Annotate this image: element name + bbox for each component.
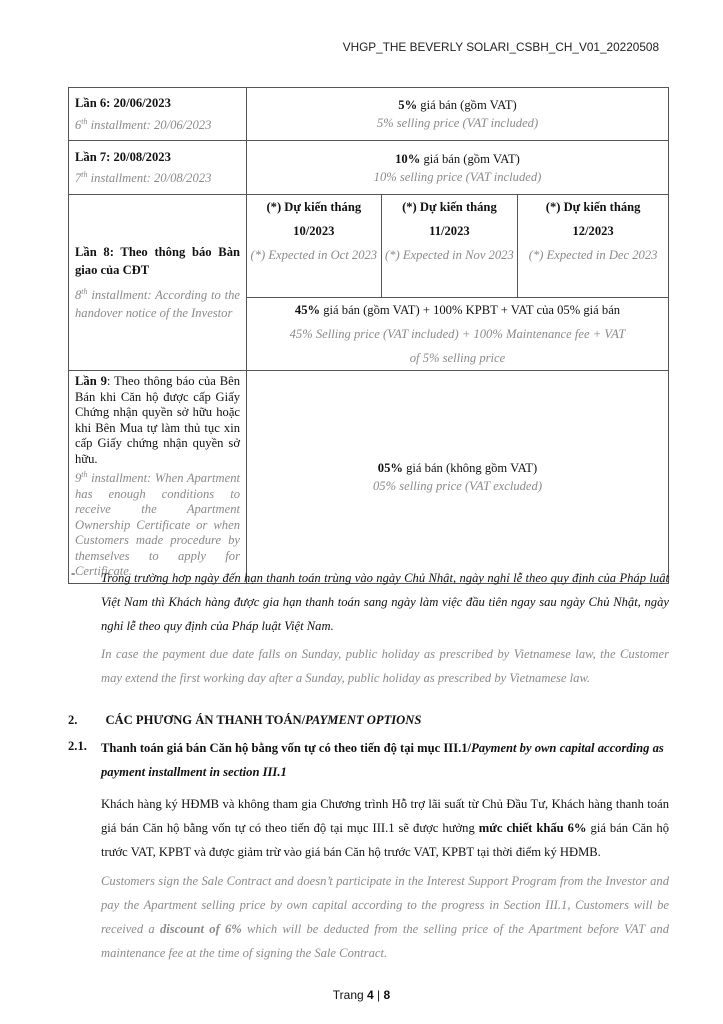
installment-vi: Lần 6: 20/06/2023 xyxy=(75,96,171,111)
payment-note xyxy=(101,566,669,690)
installment-cell: Lần 7: 20/08/2023 7th installment: 20/08/2023 xyxy=(69,141,247,195)
month-cell-oct: (*) Dự kiến tháng 10/2023 (*) Expected in Oct 2023 xyxy=(247,195,382,298)
amount-cell: 05% giá bán (không gồm VAT) 05% selling price (VAT excluded) xyxy=(247,371,669,584)
note-en: In case the payment due date falls on Sunday, public holiday as prescribed by Vietnamese law, the Customer may extend the first working day after a Sunday, public holiday as prescribed by Vietnamese law. xyxy=(101,647,669,685)
note-vi: Trong trường hợp ngày đến hạn thanh toán trùng vào ngày Chủ Nhật, ngày nghỉ lễ theo quy định của Pháp luật Việt Nam thì Khách hàng được gia hạn thanh toán sang ngày làm việc đầu tiên ngay sau ngày Chủ Nhật, ngày nghỉ lễ theo quy định của Pháp luật Việt Nam. xyxy=(101,571,669,633)
table-row xyxy=(69,141,669,195)
month-cell-dec: (*) Dự kiến tháng 12/2023 (*) Expected in Dec 2023 xyxy=(518,195,669,298)
payment-schedule-table xyxy=(68,87,669,584)
section-2-1-heading: Thanh toán giá bán Căn hộ bằng vốn tự có theo tiến độ tại mục III.1/Payment by own capital according as payment installment in section III.1 xyxy=(101,741,664,779)
section-2-1-body-vi: Khách hàng ký HĐMB và không tham gia Chương trình Hỗ trợ lãi suất từ Chủ Đầu Tư, Khách hàng thanh toán giá bán Căn hộ bằng vốn tự có theo tiến độ tại mục III.1 sẽ được hưởng mức chiết khấu 6% giá bán Căn hộ trước VAT, KPBT và được giảm trừ vào giá bán Căn hộ trước VAT, KPBT tại thời điểm ký HĐMB. xyxy=(101,797,669,859)
amount-cell: 5% giá bán (gồm VAT) 5% selling price (VAT included) xyxy=(247,88,669,141)
bullet-dash: - xyxy=(71,566,76,580)
amount-cell: 10% giá bán (gồm VAT) 10% selling price (VAT included) xyxy=(247,141,669,195)
section-2-1-body-en: Customers sign the Sale Contract and doesn’t participate in the Interest Support Program from the Investor and pay the Apartment selling price by own capital according to the progress in Section III.1, Customers will be received a discount of 6% which will be deducted from the selling price of the Apartment before VAT and maintenance fee at the time of signing the Sale Contract. xyxy=(101,874,670,960)
amount-cell: 45% giá bán (gồm VAT) + 100% KPBT + VAT của 05% giá bán 45% Selling price (VAT included) + 100% Maintenance fee + VAT of 5% selling price xyxy=(247,298,669,371)
installment-cell xyxy=(69,88,247,141)
section-2-1-number: 2.1. xyxy=(68,739,87,753)
section-2-heading: 2. CÁC PHƯƠNG ÁN THANH TOÁN/PAYMENT OPTIONS xyxy=(68,713,422,727)
document-header: VHGP_THE BEVERLY SOLARI_CSBH_CH_V01_20220508 xyxy=(342,40,659,54)
table-row xyxy=(69,195,669,298)
installment-en: 6th installment: 20/06/2023 xyxy=(75,116,212,132)
installment-cell: Lần 8: Theo thông báo Bàn giao của CĐT 8th installment: According to the handover notice of the Investor xyxy=(69,195,247,371)
table-row xyxy=(69,88,669,141)
installment-cell: Lần 9: Theo thông báo của Bên Bán khi Căn hộ được cấp Giấy Chứng nhận quyền sở hữu hoặc khi Bên Mua tự làm thủ tục xin cấp Giấy chứng nhận quyền sở hữu. 9th installment: When Apartment has enough conditions to receive the Apartment Ownership Certificate or when Customers made procedure by themselves to apply for Certificate. xyxy=(69,371,247,584)
page-footer: Trang 4 | 8 xyxy=(332,988,391,1002)
table-row xyxy=(69,371,669,584)
month-cell-nov: (*) Dự kiến tháng 11/2023 (*) Expected in Nov 2023 xyxy=(381,195,518,298)
